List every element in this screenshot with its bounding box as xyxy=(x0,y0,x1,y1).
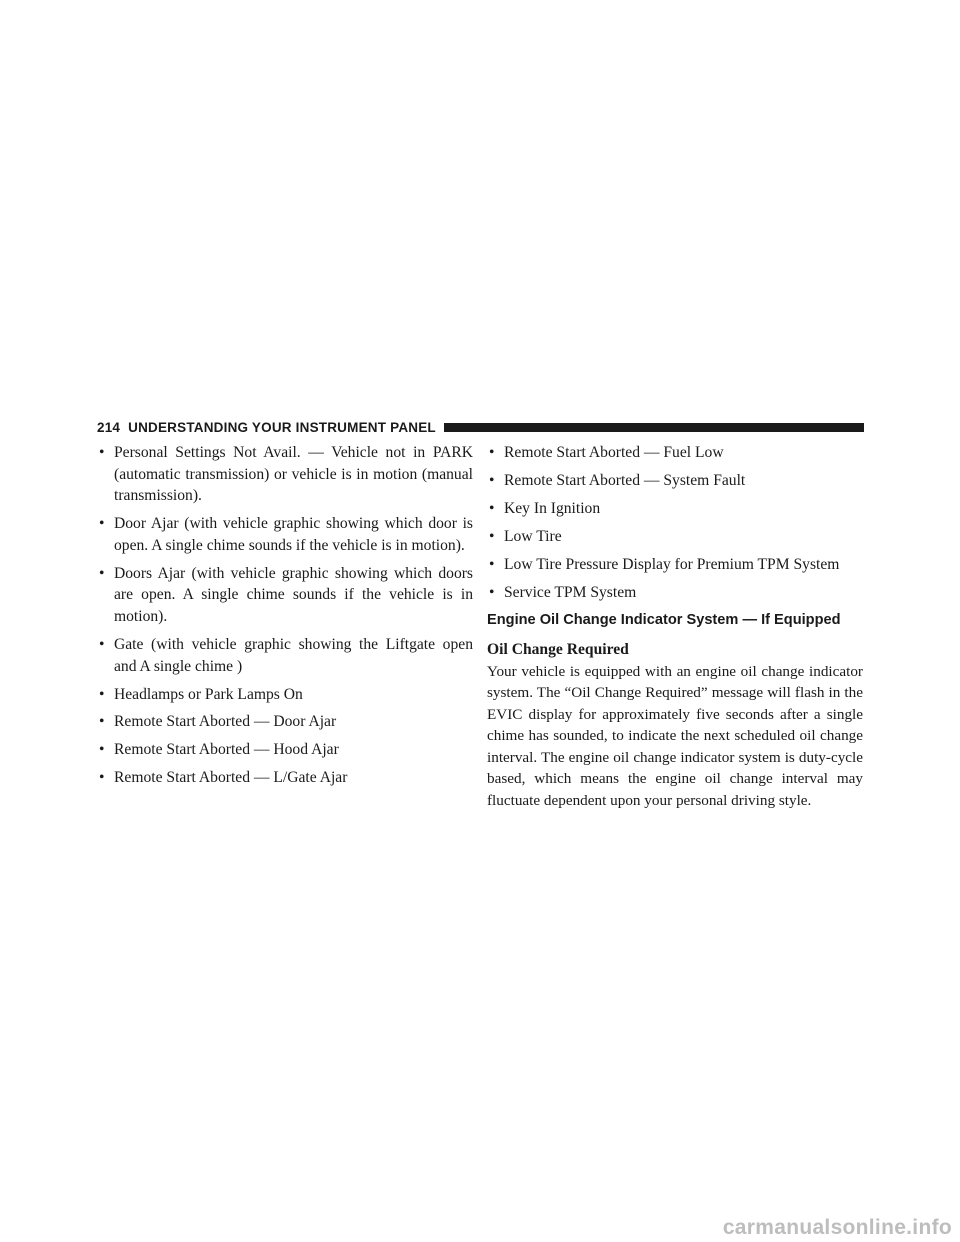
list-item xyxy=(487,470,863,492)
right-column xyxy=(487,442,863,812)
watermark: carmanualsonline.info xyxy=(722,1216,952,1239)
list-item xyxy=(97,513,473,556)
list-item xyxy=(97,684,473,706)
bullet-icon: • xyxy=(489,527,495,545)
list-item xyxy=(97,739,473,761)
list-item-text: Low Tire Pressure Display for Premium TPM System xyxy=(504,555,840,573)
list-item-text: Door Ajar (with vehicle graphic showing which door is open. A single chime sounds if the vehicle is in motion). xyxy=(114,515,473,554)
list-item-text: Remote Start Aborted — Hood Ajar xyxy=(114,741,339,759)
list-item xyxy=(487,582,863,604)
list-item-text: Headlamps or Park Lamps On xyxy=(114,685,303,703)
bullet-icon: • xyxy=(99,741,105,759)
list-item-text: Personal Settings Not Avail. — Vehicle not in PARK (automatic transmission) or vehicle is in motion (manual transmission). xyxy=(114,444,473,505)
bullet-icon: • xyxy=(489,471,495,489)
list-item xyxy=(97,634,473,677)
list-item-text: Remote Start Aborted — L/Gate Ajar xyxy=(114,769,348,787)
list-item-text: Doors Ajar (with vehicle graphic showing which doors are open. A single chime sounds if the vehicle is in motion). xyxy=(114,564,473,625)
bullet-icon: • xyxy=(489,583,495,601)
subheading: Oil Change Required xyxy=(487,640,629,658)
list-item xyxy=(487,554,863,576)
list-item-text: Service TPM System xyxy=(504,583,637,601)
list-item-text: Low Tire xyxy=(504,527,562,545)
list-item xyxy=(487,442,863,464)
list-item xyxy=(487,498,863,520)
list-item-text: Remote Start Aborted — Door Ajar xyxy=(114,713,337,731)
page-number: 214 xyxy=(97,419,121,435)
list-item xyxy=(97,767,473,789)
list-item xyxy=(97,563,473,628)
list-item-text: Remote Start Aborted — System Fault xyxy=(504,471,746,489)
left-bullet-list xyxy=(97,442,473,789)
right-bullet-list xyxy=(487,442,863,604)
page-header xyxy=(97,418,864,436)
list-item xyxy=(487,526,863,548)
bullet-icon: • xyxy=(489,444,495,461)
bullet-icon: • xyxy=(99,769,105,787)
bullet-icon: • xyxy=(99,444,105,461)
bullet-icon: • xyxy=(99,713,105,731)
bullet-icon: • xyxy=(99,635,105,653)
bullet-icon: • xyxy=(489,555,495,573)
header-rule xyxy=(444,423,864,432)
bullet-icon: • xyxy=(99,564,105,582)
list-item-text: Remote Start Aborted — Fuel Low xyxy=(504,444,724,461)
left-column xyxy=(97,442,473,795)
section-title: UNDERSTANDING YOUR INSTRUMENT PANEL xyxy=(128,419,436,435)
list-item xyxy=(97,711,473,733)
bullet-icon: • xyxy=(489,499,495,517)
list-item xyxy=(97,442,473,507)
list-item-text: Key In Ignition xyxy=(504,499,601,517)
section-heading: Engine Oil Change Indicator System — If Equipped xyxy=(487,611,841,628)
bullet-icon: • xyxy=(99,515,105,533)
list-item-text: Gate (with vehicle graphic showing the Liftgate open and A single chime ) xyxy=(114,635,473,675)
body-paragraph: Your vehicle is equipped with an engine oil change indicator system. The “Oil Change Required” message will flash in the EVIC display for approximately five seconds after a single chime has sounded, to indicate the next scheduled oil change interval. The engine oil change indicator system is duty-cycle based, which means the engine oil change interval may fluctuate dependent upon your personal driving style. xyxy=(487,662,863,810)
bullet-icon: • xyxy=(99,685,105,703)
